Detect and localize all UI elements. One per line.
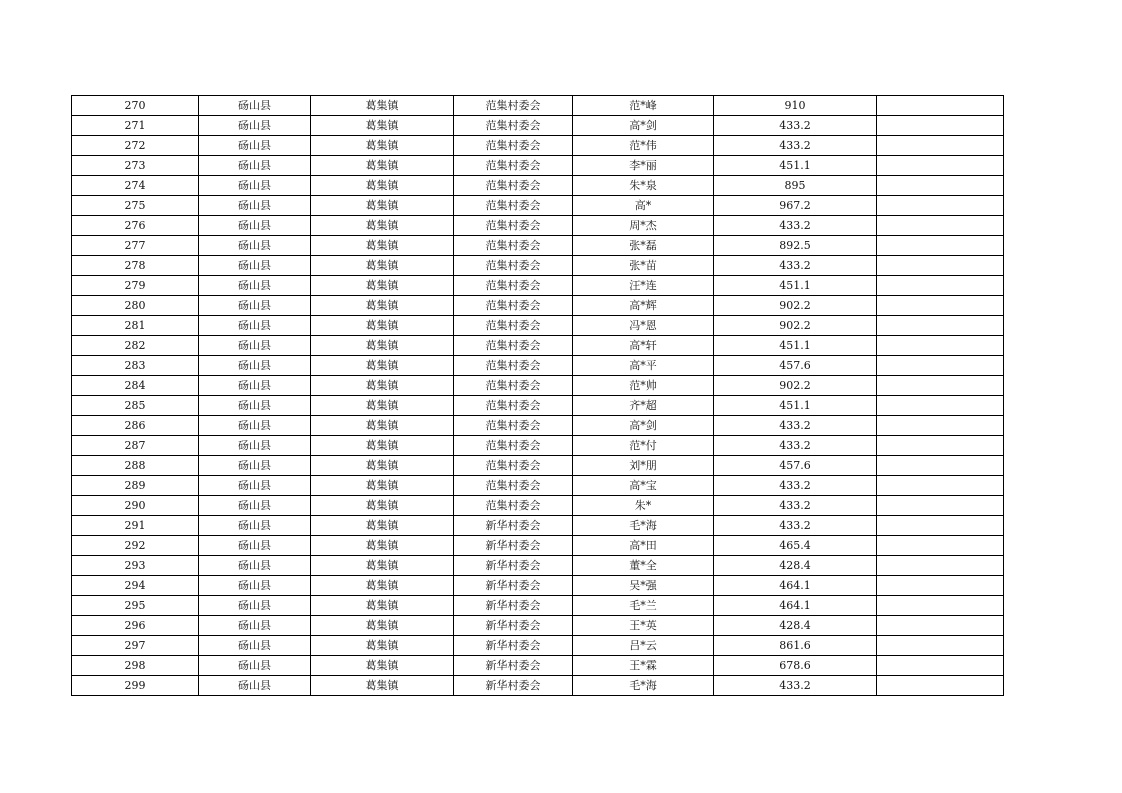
cell-town: 葛集镇 <box>311 516 454 536</box>
cell-town: 葛集镇 <box>311 336 454 356</box>
table-row <box>72 596 1004 616</box>
cell-seq-no: 276 <box>72 216 199 236</box>
cell-name: 范*帅 <box>573 376 714 396</box>
cell-amount: 433.2 <box>714 216 877 236</box>
cell-village: 范集村委会 <box>454 156 573 176</box>
cell-name: 朱*泉 <box>573 176 714 196</box>
cell-seq-no: 275 <box>72 196 199 216</box>
table-row <box>72 156 1004 176</box>
cell-county: 砀山县 <box>199 536 311 556</box>
cell-remark <box>877 676 1004 696</box>
cell-village: 范集村委会 <box>454 376 573 396</box>
cell-seq-no: 293 <box>72 556 199 576</box>
cell-name: 张*苗 <box>573 256 714 276</box>
cell-name: 毛*海 <box>573 676 714 696</box>
table-row <box>72 276 1004 296</box>
cell-village: 范集村委会 <box>454 196 573 216</box>
cell-name: 董*全 <box>573 556 714 576</box>
cell-seq-no: 280 <box>72 296 199 316</box>
cell-town: 葛集镇 <box>311 356 454 376</box>
cell-remark <box>877 416 1004 436</box>
cell-village: 新华村委会 <box>454 656 573 676</box>
cell-town: 葛集镇 <box>311 316 454 336</box>
cell-county: 砀山县 <box>199 496 311 516</box>
cell-seq-no: 271 <box>72 116 199 136</box>
cell-county: 砀山县 <box>199 596 311 616</box>
cell-town: 葛集镇 <box>311 536 454 556</box>
cell-village: 范集村委会 <box>454 236 573 256</box>
table-row <box>72 616 1004 636</box>
cell-seq-no: 278 <box>72 256 199 276</box>
table-row <box>72 556 1004 576</box>
cell-name: 汪*连 <box>573 276 714 296</box>
cell-village: 新华村委会 <box>454 596 573 616</box>
cell-town: 葛集镇 <box>311 216 454 236</box>
cell-amount: 465.4 <box>714 536 877 556</box>
cell-seq-no: 295 <box>72 596 199 616</box>
cell-name: 范*付 <box>573 436 714 456</box>
table-row <box>72 376 1004 396</box>
table-row <box>72 476 1004 496</box>
cell-remark <box>877 496 1004 516</box>
cell-remark <box>877 476 1004 496</box>
cell-town: 葛集镇 <box>311 176 454 196</box>
cell-county: 砀山县 <box>199 356 311 376</box>
cell-amount: 861.6 <box>714 636 877 656</box>
cell-amount: 451.1 <box>714 156 877 176</box>
cell-seq-no: 284 <box>72 376 199 396</box>
cell-town: 葛集镇 <box>311 576 454 596</box>
cell-name: 高*辉 <box>573 296 714 316</box>
cell-name: 高*宝 <box>573 476 714 496</box>
cell-amount: 967.2 <box>714 196 877 216</box>
cell-village: 范集村委会 <box>454 496 573 516</box>
cell-remark <box>877 236 1004 256</box>
cell-amount: 678.6 <box>714 656 877 676</box>
cell-seq-no: 277 <box>72 236 199 256</box>
table-row <box>72 396 1004 416</box>
cell-amount: 451.1 <box>714 276 877 296</box>
table-row <box>72 496 1004 516</box>
cell-amount: 433.2 <box>714 416 877 436</box>
cell-county: 砀山县 <box>199 436 311 456</box>
table-row <box>72 536 1004 556</box>
cell-village: 新华村委会 <box>454 536 573 556</box>
cell-town: 葛集镇 <box>311 396 454 416</box>
cell-seq-no: 298 <box>72 656 199 676</box>
table-row <box>72 516 1004 536</box>
cell-remark <box>877 616 1004 636</box>
cell-remark <box>877 396 1004 416</box>
cell-amount: 902.2 <box>714 316 877 336</box>
cell-seq-no: 287 <box>72 436 199 456</box>
table-row <box>72 676 1004 696</box>
cell-amount: 895 <box>714 176 877 196</box>
cell-county: 砀山县 <box>199 176 311 196</box>
cell-name: 高*轩 <box>573 336 714 356</box>
cell-village: 新华村委会 <box>454 676 573 696</box>
cell-county: 砀山县 <box>199 156 311 176</box>
cell-seq-no: 286 <box>72 416 199 436</box>
cell-county: 砀山县 <box>199 236 311 256</box>
cell-remark <box>877 276 1004 296</box>
cell-town: 葛集镇 <box>311 276 454 296</box>
cell-remark <box>877 556 1004 576</box>
cell-amount: 433.2 <box>714 516 877 536</box>
cell-town: 葛集镇 <box>311 476 454 496</box>
cell-county: 砀山县 <box>199 296 311 316</box>
cell-county: 砀山县 <box>199 656 311 676</box>
cell-town: 葛集镇 <box>311 116 454 136</box>
table-row <box>72 336 1004 356</box>
cell-amount: 910 <box>714 96 877 116</box>
cell-village: 范集村委会 <box>454 116 573 136</box>
cell-remark <box>877 456 1004 476</box>
cell-seq-no: 294 <box>72 576 199 596</box>
cell-name: 范*峰 <box>573 96 714 116</box>
table-row <box>72 416 1004 436</box>
cell-amount: 433.2 <box>714 476 877 496</box>
cell-amount: 451.1 <box>714 396 877 416</box>
cell-village: 新华村委会 <box>454 516 573 536</box>
cell-village: 范集村委会 <box>454 276 573 296</box>
cell-amount: 457.6 <box>714 356 877 376</box>
cell-seq-no: 289 <box>72 476 199 496</box>
cell-name: 高*田 <box>573 536 714 556</box>
cell-county: 砀山县 <box>199 676 311 696</box>
cell-town: 葛集镇 <box>311 616 454 636</box>
cell-name: 毛*兰 <box>573 596 714 616</box>
cell-remark <box>877 436 1004 456</box>
table-row <box>72 196 1004 216</box>
cell-seq-no: 281 <box>72 316 199 336</box>
cell-town: 葛集镇 <box>311 556 454 576</box>
cell-town: 葛集镇 <box>311 376 454 396</box>
cell-name: 张*磊 <box>573 236 714 256</box>
cell-village: 新华村委会 <box>454 556 573 576</box>
table-row <box>72 576 1004 596</box>
cell-county: 砀山县 <box>199 416 311 436</box>
cell-county: 砀山县 <box>199 456 311 476</box>
cell-seq-no: 272 <box>72 136 199 156</box>
cell-village: 范集村委会 <box>454 176 573 196</box>
cell-seq-no: 279 <box>72 276 199 296</box>
cell-town: 葛集镇 <box>311 96 454 116</box>
cell-town: 葛集镇 <box>311 256 454 276</box>
cell-name: 高*剑 <box>573 116 714 136</box>
cell-remark <box>877 336 1004 356</box>
cell-county: 砀山县 <box>199 396 311 416</box>
cell-county: 砀山县 <box>199 256 311 276</box>
cell-name: 毛*海 <box>573 516 714 536</box>
cell-remark <box>877 216 1004 236</box>
cell-county: 砀山县 <box>199 516 311 536</box>
cell-seq-no: 274 <box>72 176 199 196</box>
cell-town: 葛集镇 <box>311 156 454 176</box>
cell-remark <box>877 356 1004 376</box>
cell-amount: 902.2 <box>714 296 877 316</box>
cell-village: 范集村委会 <box>454 356 573 376</box>
data-table <box>71 95 1004 696</box>
cell-amount: 433.2 <box>714 496 877 516</box>
table-row <box>72 256 1004 276</box>
cell-village: 范集村委会 <box>454 396 573 416</box>
cell-village: 新华村委会 <box>454 636 573 656</box>
cell-county: 砀山县 <box>199 476 311 496</box>
table-row <box>72 656 1004 676</box>
cell-town: 葛集镇 <box>311 676 454 696</box>
table-row <box>72 136 1004 156</box>
cell-village: 范集村委会 <box>454 296 573 316</box>
cell-village: 范集村委会 <box>454 436 573 456</box>
cell-seq-no: 297 <box>72 636 199 656</box>
cell-amount: 433.2 <box>714 256 877 276</box>
cell-village: 范集村委会 <box>454 256 573 276</box>
cell-town: 葛集镇 <box>311 416 454 436</box>
cell-name: 吕*云 <box>573 636 714 656</box>
cell-name: 朱* <box>573 496 714 516</box>
cell-county: 砀山县 <box>199 196 311 216</box>
cell-amount: 433.2 <box>714 136 877 156</box>
cell-name: 高*剑 <box>573 416 714 436</box>
cell-amount: 892.5 <box>714 236 877 256</box>
cell-name: 周*杰 <box>573 216 714 236</box>
cell-remark <box>877 196 1004 216</box>
cell-remark <box>877 96 1004 116</box>
table-row <box>72 96 1004 116</box>
cell-town: 葛集镇 <box>311 636 454 656</box>
cell-seq-no: 285 <box>72 396 199 416</box>
table-row <box>72 456 1004 476</box>
cell-remark <box>877 596 1004 616</box>
table-row <box>72 636 1004 656</box>
table-row <box>72 236 1004 256</box>
cell-county: 砀山县 <box>199 216 311 236</box>
cell-village: 范集村委会 <box>454 216 573 236</box>
cell-village: 范集村委会 <box>454 136 573 156</box>
cell-village: 范集村委会 <box>454 96 573 116</box>
cell-name: 齐*超 <box>573 396 714 416</box>
cell-remark <box>877 636 1004 656</box>
cell-amount: 902.2 <box>714 376 877 396</box>
cell-county: 砀山县 <box>199 616 311 636</box>
cell-town: 葛集镇 <box>311 296 454 316</box>
cell-amount: 433.2 <box>714 436 877 456</box>
cell-county: 砀山县 <box>199 376 311 396</box>
table-row <box>72 216 1004 236</box>
cell-seq-no: 291 <box>72 516 199 536</box>
cell-remark <box>877 156 1004 176</box>
table-row <box>72 176 1004 196</box>
cell-seq-no: 288 <box>72 456 199 476</box>
cell-village: 范集村委会 <box>454 316 573 336</box>
cell-seq-no: 282 <box>72 336 199 356</box>
cell-amount: 464.1 <box>714 576 877 596</box>
cell-remark <box>877 576 1004 596</box>
cell-county: 砀山县 <box>199 556 311 576</box>
cell-remark <box>877 516 1004 536</box>
cell-name: 范*伟 <box>573 136 714 156</box>
table-row <box>72 296 1004 316</box>
cell-amount: 464.1 <box>714 596 877 616</box>
cell-name: 刘*朋 <box>573 456 714 476</box>
cell-county: 砀山县 <box>199 636 311 656</box>
cell-village: 范集村委会 <box>454 416 573 436</box>
cell-name: 李*丽 <box>573 156 714 176</box>
cell-town: 葛集镇 <box>311 196 454 216</box>
cell-county: 砀山县 <box>199 316 311 336</box>
cell-village: 范集村委会 <box>454 476 573 496</box>
cell-town: 葛集镇 <box>311 456 454 476</box>
cell-village: 新华村委会 <box>454 616 573 636</box>
cell-town: 葛集镇 <box>311 496 454 516</box>
table-row <box>72 116 1004 136</box>
table-row <box>72 436 1004 456</box>
cell-village: 范集村委会 <box>454 456 573 476</box>
cell-town: 葛集镇 <box>311 656 454 676</box>
cell-town: 葛集镇 <box>311 136 454 156</box>
cell-remark <box>877 136 1004 156</box>
table-row <box>72 316 1004 336</box>
cell-village: 新华村委会 <box>454 576 573 596</box>
cell-name: 高* <box>573 196 714 216</box>
cell-remark <box>877 316 1004 336</box>
cell-county: 砀山县 <box>199 576 311 596</box>
cell-seq-no: 296 <box>72 616 199 636</box>
cell-amount: 433.2 <box>714 116 877 136</box>
cell-amount: 428.4 <box>714 616 877 636</box>
cell-remark <box>877 256 1004 276</box>
cell-seq-no: 292 <box>72 536 199 556</box>
cell-name: 王*霖 <box>573 656 714 676</box>
table-body <box>72 96 1004 696</box>
cell-seq-no: 270 <box>72 96 199 116</box>
cell-amount: 457.6 <box>714 456 877 476</box>
cell-village: 范集村委会 <box>454 336 573 356</box>
cell-county: 砀山县 <box>199 276 311 296</box>
cell-remark <box>877 296 1004 316</box>
cell-name: 吴*强 <box>573 576 714 596</box>
cell-name: 高*平 <box>573 356 714 376</box>
cell-seq-no: 299 <box>72 676 199 696</box>
cell-remark <box>877 656 1004 676</box>
cell-seq-no: 273 <box>72 156 199 176</box>
cell-name: 王*英 <box>573 616 714 636</box>
cell-town: 葛集镇 <box>311 236 454 256</box>
cell-remark <box>877 176 1004 196</box>
cell-town: 葛集镇 <box>311 596 454 616</box>
cell-county: 砀山县 <box>199 136 311 156</box>
cell-remark <box>877 536 1004 556</box>
cell-town: 葛集镇 <box>311 436 454 456</box>
cell-remark <box>877 116 1004 136</box>
cell-name: 冯*恩 <box>573 316 714 336</box>
cell-county: 砀山县 <box>199 116 311 136</box>
cell-county: 砀山县 <box>199 96 311 116</box>
cell-county: 砀山县 <box>199 336 311 356</box>
cell-remark <box>877 376 1004 396</box>
table-row <box>72 356 1004 376</box>
cell-amount: 428.4 <box>714 556 877 576</box>
cell-seq-no: 290 <box>72 496 199 516</box>
cell-amount: 451.1 <box>714 336 877 356</box>
cell-seq-no: 283 <box>72 356 199 376</box>
cell-amount: 433.2 <box>714 676 877 696</box>
